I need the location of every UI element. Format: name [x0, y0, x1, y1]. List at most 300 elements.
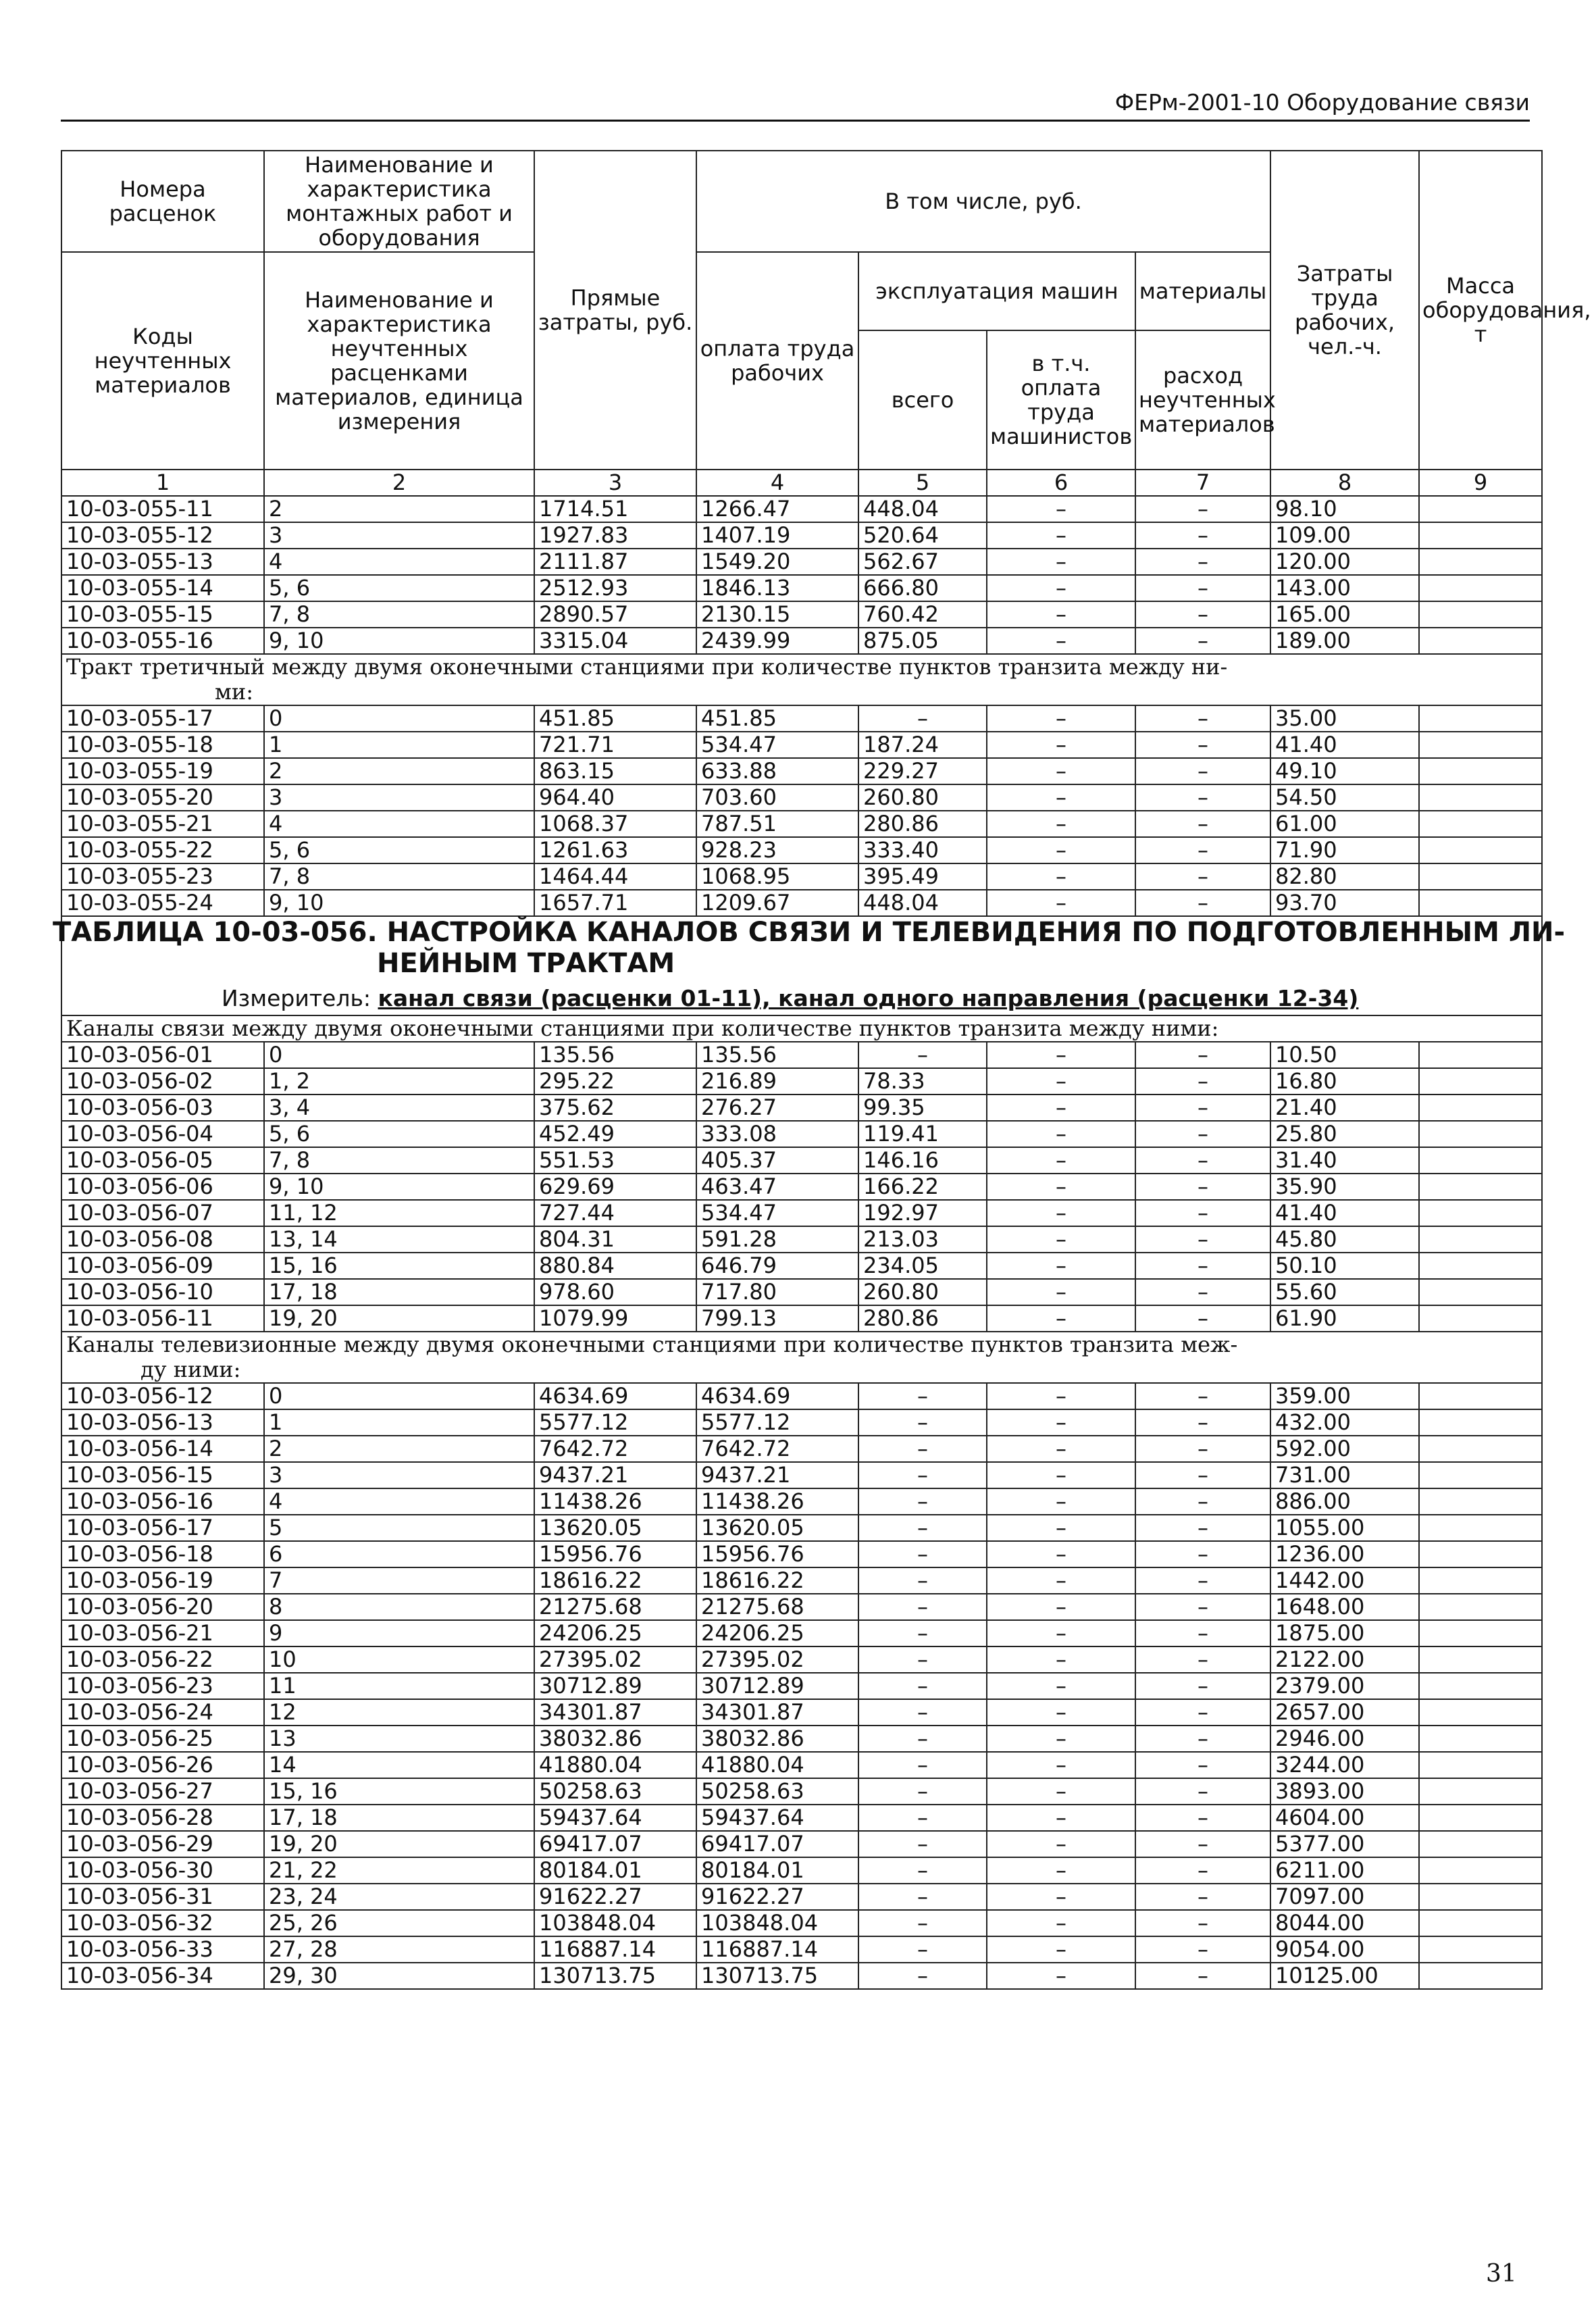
- cell-machinist-pay: –: [987, 1620, 1135, 1646]
- header-machines: эксплуатация машин: [858, 252, 1135, 330]
- cell-transit-points: 1: [264, 1409, 534, 1436]
- cell-machinist-pay: –: [987, 1963, 1135, 1989]
- cell-machinist-pay: –: [987, 758, 1135, 784]
- cell-equipment-mass: [1419, 1515, 1542, 1541]
- cell-transit-points: 17, 18: [264, 1805, 534, 1831]
- table-row: [61, 1488, 1542, 1515]
- cell-material-consumption: –: [1135, 863, 1270, 890]
- cell-machines-total: –: [858, 1726, 987, 1752]
- cell-labor-costs: 41.40: [1270, 732, 1419, 758]
- cell-labor-costs: 2379.00: [1270, 1673, 1419, 1699]
- cell-worker-pay: 333.08: [696, 1121, 858, 1147]
- cell-machines-total: –: [858, 1567, 987, 1594]
- col-index: 2: [264, 470, 534, 496]
- cell-machines-total: 280.86: [858, 1305, 987, 1332]
- cell-worker-pay: 591.28: [696, 1226, 858, 1253]
- header-machinist-pay: в т.ч. оплата труда машинистов: [987, 330, 1135, 470]
- cell-equipment-mass: [1419, 496, 1542, 522]
- cell-rate-code: 10-03-056-31: [61, 1884, 264, 1910]
- cell-equipment-mass: [1419, 1488, 1542, 1515]
- cell-direct-costs: 13620.05: [534, 1515, 696, 1541]
- section-channels-rows: [61, 1042, 1542, 1332]
- cell-rate-code: 10-03-056-30: [61, 1857, 264, 1884]
- cell-labor-costs: 109.00: [1270, 522, 1419, 549]
- cell-direct-costs: 34301.87: [534, 1699, 696, 1726]
- table-row: [61, 1831, 1542, 1857]
- cell-machinist-pay: –: [987, 1805, 1135, 1831]
- cell-direct-costs: 116887.14: [534, 1936, 696, 1963]
- cell-direct-costs: 452.49: [534, 1121, 696, 1147]
- col-index: 3: [534, 470, 696, 496]
- table-row: [61, 1646, 1542, 1673]
- cell-direct-costs: 18616.22: [534, 1567, 696, 1594]
- cell-rate-code: 10-03-056-32: [61, 1910, 264, 1936]
- cell-equipment-mass: [1419, 1436, 1542, 1462]
- cell-worker-pay: 27395.02: [696, 1646, 858, 1673]
- cell-transit-points: 9, 10: [264, 628, 534, 654]
- cell-equipment-mass: [1419, 705, 1542, 732]
- cell-material-consumption: –: [1135, 1147, 1270, 1174]
- cell-machines-total: –: [858, 705, 987, 732]
- table-row: [61, 1253, 1542, 1279]
- cell-equipment-mass: [1419, 1068, 1542, 1095]
- cell-rate-code: 10-03-055-22: [61, 837, 264, 863]
- cell-labor-costs: 21.40: [1270, 1095, 1419, 1121]
- table-row: [61, 1936, 1542, 1963]
- cell-equipment-mass: [1419, 811, 1542, 837]
- cell-worker-pay: 9437.21: [696, 1462, 858, 1488]
- cell-machines-total: –: [858, 1462, 987, 1488]
- cell-machines-total: 99.35: [858, 1095, 987, 1121]
- cell-rate-code: 10-03-056-20: [61, 1594, 264, 1620]
- meter-label: Измеритель:: [222, 985, 371, 1011]
- table-row: [61, 1121, 1542, 1147]
- cell-rate-code: 10-03-056-24: [61, 1699, 264, 1726]
- cell-direct-costs: 1714.51: [534, 496, 696, 522]
- table-row: [61, 863, 1542, 890]
- col-index: 7: [1135, 470, 1270, 496]
- cell-rate-code: 10-03-056-06: [61, 1174, 264, 1200]
- cell-transit-points: 4: [264, 549, 534, 575]
- cell-machinist-pay: –: [987, 837, 1135, 863]
- cell-equipment-mass: [1419, 1884, 1542, 1910]
- col-index: 6: [987, 470, 1135, 496]
- cell-machines-total: –: [858, 1488, 987, 1515]
- cell-rate-code: 10-03-055-23: [61, 863, 264, 890]
- cell-rate-code: 10-03-056-14: [61, 1436, 264, 1462]
- cell-labor-costs: 35.00: [1270, 705, 1419, 732]
- cell-worker-pay: 38032.86: [696, 1726, 858, 1752]
- cell-equipment-mass: [1419, 1121, 1542, 1147]
- cell-rate-code: 10-03-055-16: [61, 628, 264, 654]
- cell-transit-points: 1, 2: [264, 1068, 534, 1095]
- cell-equipment-mass: [1419, 549, 1542, 575]
- cell-machinist-pay: –: [987, 1174, 1135, 1200]
- cell-rate-code: 10-03-056-10: [61, 1279, 264, 1305]
- header-worker-pay: оплата труда рабочих: [696, 252, 858, 470]
- cell-direct-costs: 1464.44: [534, 863, 696, 890]
- cell-labor-costs: 61.00: [1270, 811, 1419, 837]
- cell-equipment-mass: [1419, 1279, 1542, 1305]
- cell-machines-total: 166.22: [858, 1174, 987, 1200]
- cell-machines-total: –: [858, 1857, 987, 1884]
- cell-material-consumption: –: [1135, 1831, 1270, 1857]
- cell-machinist-pay: –: [987, 1068, 1135, 1095]
- table-row: [61, 522, 1542, 549]
- cell-equipment-mass: [1419, 863, 1542, 890]
- cell-transit-points: 19, 20: [264, 1305, 534, 1332]
- header-material-consumption: расход неучтенных материалов: [1135, 330, 1270, 470]
- cell-labor-costs: 61.90: [1270, 1305, 1419, 1332]
- cell-machines-total: 192.97: [858, 1200, 987, 1226]
- cell-machines-total: –: [858, 1042, 987, 1068]
- section-title-line1: Тракт третичный между двумя оконечными станциями при количестве пунктов транзита между ни-: [66, 654, 1228, 680]
- cell-material-consumption: –: [1135, 1068, 1270, 1095]
- cell-worker-pay: 1846.13: [696, 575, 858, 601]
- cell-equipment-mass: [1419, 601, 1542, 628]
- cell-labor-costs: 55.60: [1270, 1279, 1419, 1305]
- cell-machinist-pay: –: [987, 732, 1135, 758]
- cell-worker-pay: 405.37: [696, 1147, 858, 1174]
- cell-worker-pay: 69417.07: [696, 1831, 858, 1857]
- cell-material-consumption: –: [1135, 837, 1270, 863]
- cell-machinist-pay: –: [987, 1910, 1135, 1936]
- cell-labor-costs: 25.80: [1270, 1121, 1419, 1147]
- section-title-line2: ми:: [215, 679, 253, 705]
- cell-rate-code: 10-03-055-11: [61, 496, 264, 522]
- header-direct-costs: Прямые затраты, руб.: [534, 151, 696, 470]
- cell-worker-pay: 4634.69: [696, 1383, 858, 1409]
- cell-transit-points: 21, 22: [264, 1857, 534, 1884]
- cell-labor-costs: 31.40: [1270, 1147, 1419, 1174]
- cell-machinist-pay: –: [987, 1200, 1135, 1226]
- cell-worker-pay: 18616.22: [696, 1567, 858, 1594]
- cell-worker-pay: 50258.63: [696, 1778, 858, 1805]
- cell-rate-code: 10-03-056-08: [61, 1226, 264, 1253]
- meter-line: [66, 979, 1537, 1015]
- cell-machinist-pay: –: [987, 628, 1135, 654]
- cell-worker-pay: 13620.05: [696, 1515, 858, 1541]
- cell-material-consumption: –: [1135, 784, 1270, 811]
- cell-rate-code: 10-03-055-12: [61, 522, 264, 549]
- table-row: [61, 1174, 1542, 1200]
- cell-equipment-mass: [1419, 1174, 1542, 1200]
- cell-equipment-mass: [1419, 1541, 1542, 1567]
- cell-worker-pay: 1549.20: [696, 549, 858, 575]
- table-row: [61, 1884, 1542, 1910]
- cell-direct-costs: 1068.37: [534, 811, 696, 837]
- cell-worker-pay: 1209.67: [696, 890, 858, 916]
- cell-machines-total: 448.04: [858, 890, 987, 916]
- cell-direct-costs: 130713.75: [534, 1963, 696, 1989]
- cell-machinist-pay: –: [987, 1936, 1135, 1963]
- cell-transit-points: 15, 16: [264, 1253, 534, 1279]
- col-index: 5: [858, 470, 987, 496]
- cell-transit-points: 25, 26: [264, 1910, 534, 1936]
- page-number: 31: [1486, 2260, 1517, 2288]
- cell-direct-costs: 880.84: [534, 1253, 696, 1279]
- cell-labor-costs: 8044.00: [1270, 1910, 1419, 1936]
- cell-transit-points: 5, 6: [264, 1121, 534, 1147]
- cell-labor-costs: 1236.00: [1270, 1541, 1419, 1567]
- cell-rate-code: 10-03-056-16: [61, 1488, 264, 1515]
- cell-machinist-pay: –: [987, 1305, 1135, 1332]
- cell-labor-costs: 3244.00: [1270, 1752, 1419, 1778]
- cell-material-consumption: –: [1135, 1541, 1270, 1567]
- cell-transit-points: 0: [264, 1383, 534, 1409]
- cell-direct-costs: 135.56: [534, 1042, 696, 1068]
- cell-labor-costs: 50.10: [1270, 1253, 1419, 1279]
- meter-value: канал связи (расценки 01-11), канал одного направления (расценки 12-34): [378, 985, 1359, 1011]
- cell-labor-costs: 4604.00: [1270, 1805, 1419, 1831]
- section-055-rows: [61, 496, 1542, 654]
- cell-machinist-pay: –: [987, 1646, 1135, 1673]
- cell-material-consumption: –: [1135, 1594, 1270, 1620]
- table-row: [61, 705, 1542, 732]
- cell-machines-total: –: [858, 1515, 987, 1541]
- cell-machinist-pay: –: [987, 1383, 1135, 1409]
- table-row: [61, 1910, 1542, 1936]
- table-row: [61, 1279, 1542, 1305]
- cell-labor-costs: 432.00: [1270, 1409, 1419, 1436]
- table-row: [61, 1673, 1542, 1699]
- section-channels-title: [61, 1015, 1542, 1042]
- cell-labor-costs: 9054.00: [1270, 1936, 1419, 1963]
- header-materials: материалы: [1135, 252, 1270, 330]
- cell-equipment-mass: [1419, 1305, 1542, 1332]
- cell-direct-costs: 21275.68: [534, 1594, 696, 1620]
- cell-material-consumption: –: [1135, 1462, 1270, 1488]
- table-row: [61, 1200, 1542, 1226]
- cell-direct-costs: 80184.01: [534, 1857, 696, 1884]
- cell-equipment-mass: [1419, 1752, 1542, 1778]
- cell-worker-pay: 41880.04: [696, 1752, 858, 1778]
- cell-material-consumption: –: [1135, 1305, 1270, 1332]
- cell-rate-code: 10-03-055-13: [61, 549, 264, 575]
- cell-transit-points: 2: [264, 1436, 534, 1462]
- cell-labor-costs: 7097.00: [1270, 1884, 1419, 1910]
- section-tertiary-rows: [61, 705, 1542, 916]
- cell-machines-total: 562.67: [858, 549, 987, 575]
- cell-equipment-mass: [1419, 1147, 1542, 1174]
- cell-rate-code: 10-03-056-21: [61, 1620, 264, 1646]
- cell-material-consumption: –: [1135, 522, 1270, 549]
- col-index: 1: [61, 470, 264, 496]
- section-title-line2: ду ними:: [140, 1357, 241, 1382]
- cell-machines-total: –: [858, 1409, 987, 1436]
- section-tertiary-title: [61, 654, 1542, 705]
- header-incl-group: В том числе, руб.: [696, 151, 1270, 252]
- cell-material-consumption: –: [1135, 1910, 1270, 1936]
- cell-labor-costs: 189.00: [1270, 628, 1419, 654]
- cell-machinist-pay: –: [987, 1515, 1135, 1541]
- cell-equipment-mass: [1419, 1042, 1542, 1068]
- cell-machines-total: –: [858, 1805, 987, 1831]
- cell-material-consumption: –: [1135, 1963, 1270, 1989]
- cell-machines-total: 280.86: [858, 811, 987, 837]
- table-row: [61, 1042, 1542, 1068]
- header-work-name: Наименование и характеристика монтажных работ и оборудования: [264, 151, 534, 252]
- cell-material-consumption: –: [1135, 1857, 1270, 1884]
- table-row: [61, 1699, 1542, 1726]
- cell-direct-costs: 50258.63: [534, 1778, 696, 1805]
- cell-transit-points: 29, 30: [264, 1963, 534, 1989]
- table-row: [61, 1147, 1542, 1174]
- cell-labor-costs: 93.70: [1270, 890, 1419, 916]
- header-machines-total: всего: [858, 330, 987, 470]
- cell-direct-costs: 27395.02: [534, 1646, 696, 1673]
- cell-worker-pay: 103848.04: [696, 1910, 858, 1936]
- cell-rate-code: 10-03-056-05: [61, 1147, 264, 1174]
- cell-transit-points: 5, 6: [264, 575, 534, 601]
- cell-equipment-mass: [1419, 522, 1542, 549]
- table-row: [61, 1383, 1542, 1409]
- cell-equipment-mass: [1419, 1409, 1542, 1436]
- cell-equipment-mass: [1419, 1226, 1542, 1253]
- cell-labor-costs: 165.00: [1270, 601, 1419, 628]
- table-title-line1: ТАБЛИЦА 10-03-056. НАСТРОЙКА КАНАЛОВ СВЯЗИ И ТЕЛЕВИДЕНИЯ ПО ПОДГОТОВЛЕННЫМ ЛИ-: [53, 917, 1566, 948]
- cell-labor-costs: 886.00: [1270, 1488, 1419, 1515]
- cell-transit-points: 8: [264, 1594, 534, 1620]
- rates-table: [53, 150, 1591, 1990]
- table-056-title: [53, 916, 1566, 1015]
- cell-machines-total: 146.16: [858, 1147, 987, 1174]
- cell-equipment-mass: [1419, 1778, 1542, 1805]
- table-row: [61, 837, 1542, 863]
- cell-rate-code: 10-03-055-14: [61, 575, 264, 601]
- cell-direct-costs: 103848.04: [534, 1910, 696, 1936]
- cell-transit-points: 12: [264, 1699, 534, 1726]
- cell-machines-total: –: [858, 1884, 987, 1910]
- cell-material-consumption: –: [1135, 1121, 1270, 1147]
- cell-transit-points: 3: [264, 784, 534, 811]
- cell-direct-costs: 15956.76: [534, 1541, 696, 1567]
- cell-worker-pay: 59437.64: [696, 1805, 858, 1831]
- cell-labor-costs: 54.50: [1270, 784, 1419, 811]
- cell-worker-pay: 2439.99: [696, 628, 858, 654]
- cell-transit-points: 15, 16: [264, 1778, 534, 1805]
- cell-labor-costs: 731.00: [1270, 1462, 1419, 1488]
- cell-transit-points: 9, 10: [264, 890, 534, 916]
- table-row: [61, 1726, 1542, 1752]
- cell-worker-pay: 34301.87: [696, 1699, 858, 1726]
- cell-worker-pay: 276.27: [696, 1095, 858, 1121]
- cell-direct-costs: 2111.87: [534, 549, 696, 575]
- cell-material-consumption: –: [1135, 1383, 1270, 1409]
- header-material-name: Наименование и характеристика неучтенных расценками материалов, единица измерения: [264, 252, 534, 470]
- cell-material-consumption: –: [1135, 1174, 1270, 1200]
- table-row: [61, 1752, 1542, 1778]
- cell-equipment-mass: [1419, 890, 1542, 916]
- cell-direct-costs: 721.71: [534, 732, 696, 758]
- cell-labor-costs: 2946.00: [1270, 1726, 1419, 1752]
- cell-labor-costs: 120.00: [1270, 549, 1419, 575]
- cell-labor-costs: 2122.00: [1270, 1646, 1419, 1673]
- cell-machinist-pay: –: [987, 1226, 1135, 1253]
- cell-machinist-pay: –: [987, 522, 1135, 549]
- cell-labor-costs: 98.10: [1270, 496, 1419, 522]
- cell-material-consumption: –: [1135, 811, 1270, 837]
- cell-material-consumption: –: [1135, 890, 1270, 916]
- cell-transit-points: 0: [264, 705, 534, 732]
- cell-material-consumption: –: [1135, 732, 1270, 758]
- cell-transit-points: 7, 8: [264, 1147, 534, 1174]
- cell-rate-code: 10-03-056-28: [61, 1805, 264, 1831]
- cell-worker-pay: 928.23: [696, 837, 858, 863]
- cell-machines-total: 520.64: [858, 522, 987, 549]
- table-title-line2: НЕЙНЫМ ТРАКТАМ: [377, 948, 675, 979]
- cell-labor-costs: 35.90: [1270, 1174, 1419, 1200]
- cell-machines-total: –: [858, 1673, 987, 1699]
- table-row: [61, 1095, 1542, 1121]
- cell-material-consumption: –: [1135, 1567, 1270, 1594]
- cell-direct-costs: 978.60: [534, 1279, 696, 1305]
- cell-rate-code: 10-03-055-19: [61, 758, 264, 784]
- cell-transit-points: 13: [264, 1726, 534, 1752]
- cell-direct-costs: 69417.07: [534, 1831, 696, 1857]
- page-header: [61, 89, 1530, 122]
- cell-machinist-pay: –: [987, 1121, 1135, 1147]
- table-row: [61, 549, 1542, 575]
- cell-machinist-pay: –: [987, 1541, 1135, 1567]
- cell-machines-total: –: [858, 1594, 987, 1620]
- cell-equipment-mass: [1419, 1620, 1542, 1646]
- cell-rate-code: 10-03-056-07: [61, 1200, 264, 1226]
- cell-rate-code: 10-03-056-03: [61, 1095, 264, 1121]
- table-row: [61, 1620, 1542, 1646]
- cell-material-consumption: –: [1135, 1200, 1270, 1226]
- cell-labor-costs: 82.80: [1270, 863, 1419, 890]
- cell-worker-pay: 703.60: [696, 784, 858, 811]
- cell-direct-costs: 804.31: [534, 1226, 696, 1253]
- table-row: [61, 1305, 1542, 1332]
- cell-direct-costs: 2512.93: [534, 575, 696, 601]
- cell-rate-code: 10-03-056-33: [61, 1936, 264, 1963]
- table-row: [61, 1436, 1542, 1462]
- cell-direct-costs: 629.69: [534, 1174, 696, 1200]
- cell-direct-costs: 451.85: [534, 705, 696, 732]
- cell-machines-total: –: [858, 1646, 987, 1673]
- cell-worker-pay: 5577.12: [696, 1409, 858, 1436]
- section-title: [61, 654, 1542, 705]
- table-row: [61, 1541, 1542, 1567]
- table-row: [61, 1594, 1542, 1620]
- cell-labor-costs: 1055.00: [1270, 1515, 1419, 1541]
- table-row: [61, 1567, 1542, 1594]
- cell-direct-costs: 11438.26: [534, 1488, 696, 1515]
- cell-direct-costs: 295.22: [534, 1068, 696, 1095]
- table-row: [61, 811, 1542, 837]
- cell-direct-costs: 3315.04: [534, 628, 696, 654]
- cell-equipment-mass: [1419, 1462, 1542, 1488]
- cell-worker-pay: 799.13: [696, 1305, 858, 1332]
- cell-rate-code: 10-03-056-23: [61, 1673, 264, 1699]
- table-row: [61, 1462, 1542, 1488]
- header-equipment-mass: Масса оборудования, т: [1419, 151, 1542, 470]
- cell-material-consumption: –: [1135, 1646, 1270, 1673]
- table-row: [61, 1409, 1542, 1436]
- cell-worker-pay: 130713.75: [696, 1963, 858, 1989]
- cell-transit-points: 11: [264, 1673, 534, 1699]
- cell-material-consumption: –: [1135, 1488, 1270, 1515]
- table-row: [61, 890, 1542, 916]
- cell-transit-points: 6: [264, 1541, 534, 1567]
- cell-machinist-pay: –: [987, 1488, 1135, 1515]
- cell-machinist-pay: –: [987, 1884, 1135, 1910]
- cell-rate-code: 10-03-056-12: [61, 1383, 264, 1409]
- cell-rate-code: 10-03-056-26: [61, 1752, 264, 1778]
- cell-worker-pay: 1266.47: [696, 496, 858, 522]
